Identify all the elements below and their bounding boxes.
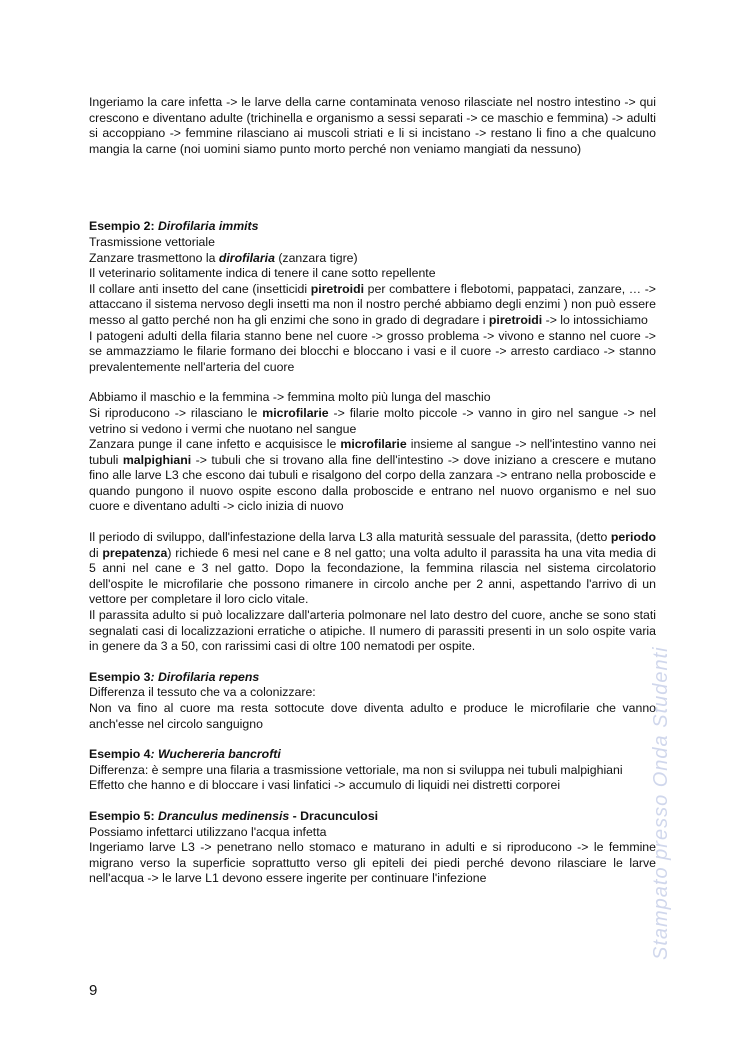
example-3-line: Non va fino al cuore ma resta sottocute dove diventa adulto e produce le microfilarie che vanno anch'esse nel circolo sanguigno bbox=[89, 701, 656, 731]
intro-paragraph: Ingeriamo la care infetta -> le larve della carne contaminata venoso rilasciate nel nostro intestino -> qui crescono e diventano adulte (trichinella e organismo a sessi separati -> ce maschio e femmina) -> adulti si accoppiano -> femmine rilasciano ai muscoli striati e li si incistano -> restano li fino a che qualcuno mangia la carne (noi uomini siamo punto morto perché non veniamo mangiati da nessuno) bbox=[89, 95, 656, 156]
example-2-line: I patogeni adulti della filaria stanno bene nel cuore -> grosso problema -> vivono e stanno nel cuore -> se ammazziamo le filarie formano dei blocchi e bloccano i vasi e il cuore -> arresto cardiaco -> stanno prevalentemente nell'arteria del cuore bbox=[89, 328, 656, 374]
watermark-text: Stampato presso Onda Studenti bbox=[650, 646, 672, 960]
example-2-line: Il periodo di sviluppo, dall'infestazione della larva L3 alla maturità sessuale del parassita, (detto periodo di prepatenza) richiede 6 mesi nel cane e 8 nel gatto; una volta adulto il parassita ha una vita media di 5 anni nel cane e 3 nel gatto. Dopo la fecondazione, la femmina rilascia nel sistema circolatorio dell'ospite le microfilarie che possono rimanere in circolo anche per 2 anni, aspettando l'arrivo di un vettore per completare il loro ciclo vitale. bbox=[89, 530, 656, 607]
example-5-line: Ingeriamo larve L3 -> penetrano nello stomaco e maturano in adulti e si riproducono -> le femmine migrano verso la superficie soprattutto verso gli epiteli dei piedi perché devono rilasciare le larve nell'acqua -> le larve L1 devono essere ingerite per continuare l'infezione bbox=[89, 840, 656, 886]
example-4-heading: Esempio 4: Wuchereria bancrofti bbox=[89, 747, 281, 762]
page-number: 9 bbox=[89, 982, 98, 999]
example-3-heading: Esempio 3: Dirofilaria repens bbox=[89, 669, 260, 684]
example-4-line: Differenza: è sempre una filaria a trasmissione vettoriale, ma non si sviluppa nei tubuli malpighiani bbox=[89, 762, 623, 777]
example-2-line: Si riproducono -> rilasciano le microfilarie -> filarie molto piccole -> vanno in giro nel sangue -> nel vetrino si vedono i vermi che nuotano nel sangue bbox=[89, 405, 656, 436]
example-5-line: Possiamo infettarci utilizzano l'acqua infetta bbox=[89, 824, 327, 839]
example-2-line: Zanzara punge il cane infetto e acquisisce le microfilarie insieme al sangue -> nell'intestino vanno nei tubuli malpighiani -> tubuli che si trovano alla fine dell'intestino -> dove iniziano a crescere e mutano fino alle larve L3 che escono dai tubuli e risalgono del corpo della zanzara -> entrano nella proboscide e quando pungono il nuovo ospite escono dalla proboscide e entrano nel nuovo organismo e nel suo cuore e diventano adulti -> ciclo inizia di nuovo bbox=[89, 437, 657, 514]
example-2-heading: Esempio 2: Dirofilaria immits bbox=[89, 219, 259, 234]
example-2-line: Trasmissione vettoriale bbox=[89, 234, 215, 249]
document-body bbox=[89, 95, 656, 887]
example-2-line: Il veterinario solitamente indica di tenere il cane sotto repellente bbox=[89, 266, 436, 281]
example-2-line: Il collare anti insetto del cane (insetticidi piretroidi per combattere i flebotomi, pappataci, zanzare, … -> attaccano il sistema nervoso degli insetti ma non il nostro perché abbiamo degli enzimi ) non può essere messo al gatto perché non ha gli enzimi che sono in grado di degradare i piretroidi -> lo intossichiamo bbox=[89, 281, 656, 327]
example-4-line: Effetto che hanno e di bloccare i vasi linfatici -> accumulo di liquidi nei distretti corporei bbox=[89, 778, 561, 793]
example-5-heading: Esempio 5: Dranculus medinensis - Dracunculosi bbox=[89, 808, 379, 823]
example-2-line: Il parassita adulto si può localizzare dall'arteria polmonare nel lato destro del cuore, anche se sono stati segnalati casi di localizzazioni erratiche o atipiche. Il numero di parassiti presenti in un solo ospite varia in genere da 3 a 50, con rarissimi casi di oltre 100 nematodi per ospite. bbox=[89, 608, 656, 654]
example-3-line: Differenza il tessuto che va a colonizzare: bbox=[89, 685, 316, 700]
watermark bbox=[626, 540, 672, 960]
example-2-line: Abbiamo il maschio e la femmina -> femmina molto più lunga del maschio bbox=[89, 390, 491, 405]
example-2-line: Zanzare trasmettono la dirofilaria (zanzara tigre) bbox=[89, 250, 358, 265]
